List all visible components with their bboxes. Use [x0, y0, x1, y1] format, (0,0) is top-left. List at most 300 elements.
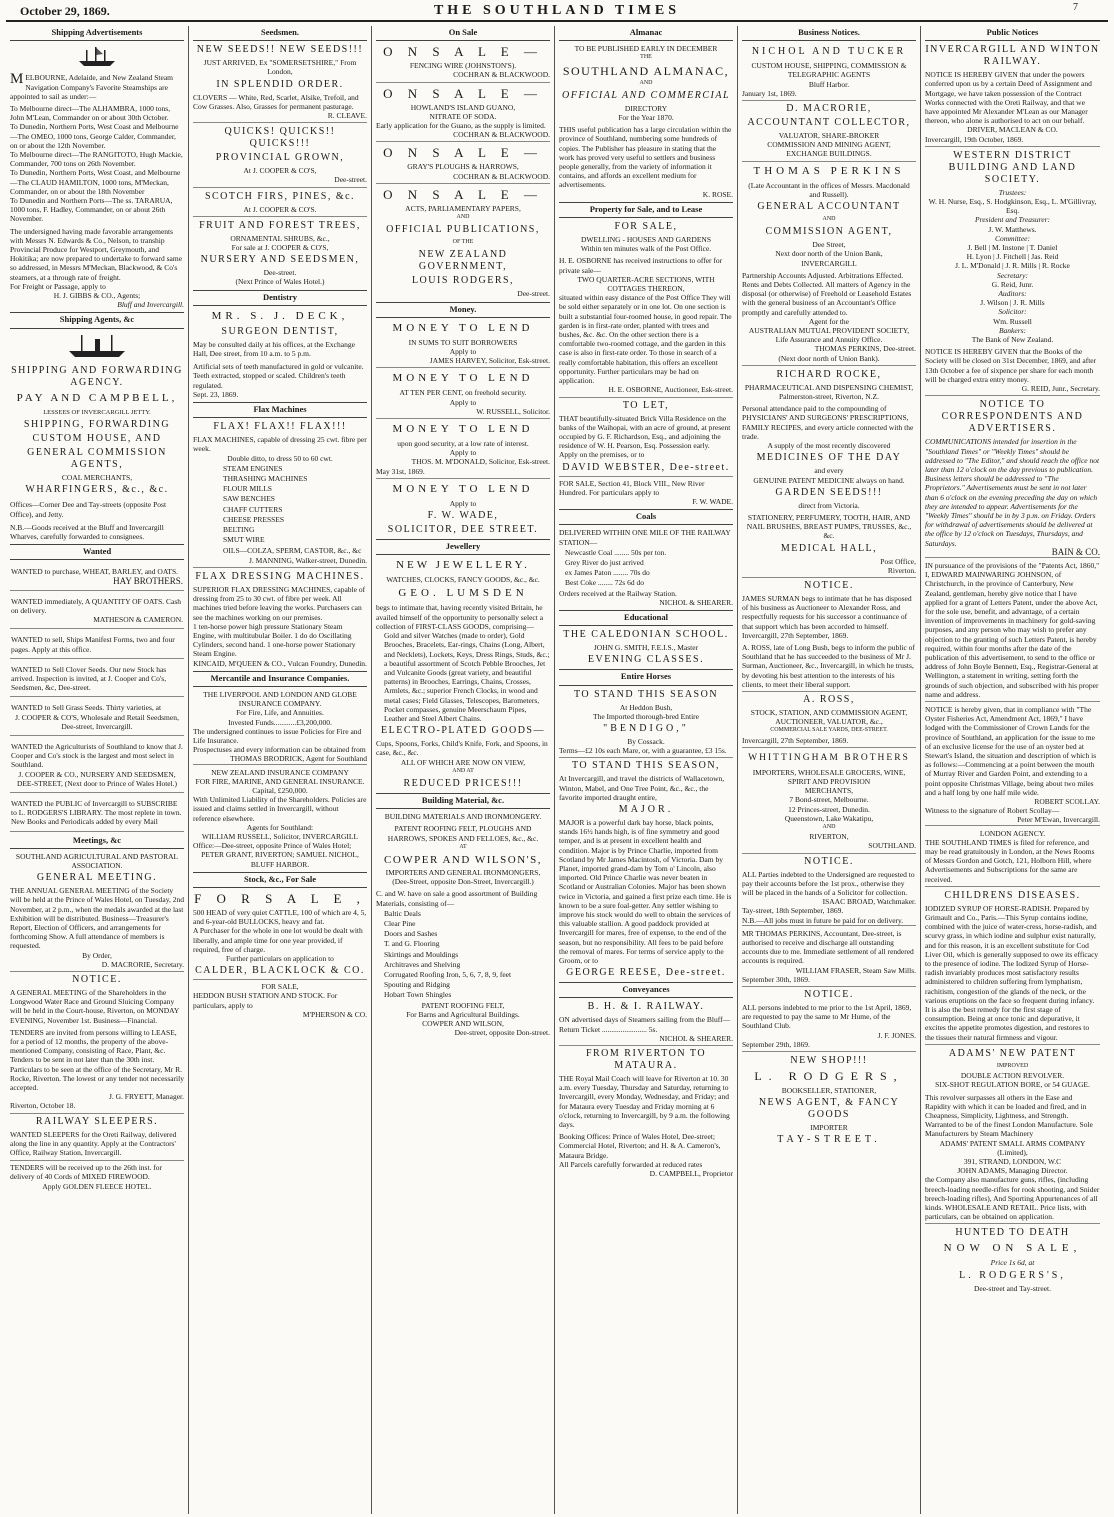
money-to-lend: MONEY TO LEND: [376, 478, 550, 497]
section-header: Shipping Advertisements: [10, 26, 184, 41]
commission-agent: COMMISSION AGENT,: [765, 226, 893, 238]
ad-signature: J. COOPER & CO., NURSERY AND SEEDSMEN, DEE-STREET, (Next door to Prince of Wales Hotel.): [16, 769, 178, 788]
wanted-text: WANTED the PUBLIC of Invercargill to SUBSCRIBE to L. RODGERS'S LIBRARY. The most replete in town. New Books and Periodicals added by every Mail: [11, 798, 182, 827]
ad-signature: HAY BROTHERS.: [113, 575, 183, 586]
news-agent: NEWS AGENT, & FANCY GOODS: [758, 1097, 900, 1121]
arrangement-text: The undersigned having made favorable arrangements with Messrs N. Edwards & Co., Nelson, to tranship Provincial Produce for Westport, Greymouth, and Hokitika; are now prepared to undertake to forward same so addressed, in Messrs M'Meckan, Blackwood, & Co's steamers, at a through rate of freight.: [10, 226, 183, 282]
for-sale-cooper: For sale at J. COOPER & CO'S,: [231, 243, 329, 253]
nichol-shearer: NICHOL & SHEARER.: [659, 597, 733, 607]
machine-item: SMUT WIRE: [223, 535, 265, 545]
artificial-text: Artificial sets of teeth manufactured in gold or vulcanite. Teeth extracted, stopped or scaled. Children's teeth regulated.: [193, 362, 364, 390]
deck-date: Sept. 23, 1869.: [193, 389, 239, 399]
page-number: 7: [1073, 2, 1078, 13]
auctioneer: AUCTIONEER, VALUATOR, &c.,: [775, 717, 883, 727]
macrorie: D. MACRORIE,: [742, 100, 916, 115]
gibbs-agents: H. J. GIBBS & CO., Agents;: [53, 291, 141, 301]
isaac-broad: ISAAC BROAD, Watchmaker.: [822, 897, 916, 907]
section-header: Almanac: [559, 26, 733, 41]
undersigned-text: The undersigned continues to issue Policies for Fire and Life Insurance.: [193, 726, 362, 745]
head-cattle: 500 HEAD of very quiet CATTLE, 100 of which are 4, 5, and 6-year-old BULLOCKS, heavy and fat.: [193, 908, 367, 927]
greid-secretary: G. REID, Junr., Secretary.: [1021, 384, 1100, 394]
cw-address: Dee-street, opposite Don-street.: [454, 1028, 550, 1038]
macrorie-secretary: D. MACRORIE, Secretary.: [101, 959, 184, 969]
double-ditto: Double ditto, to dress 50 to 60 cwt.: [227, 453, 333, 463]
terms: Terms—£2 10s each Mare, or, with a guarantee, £3 15s.: [559, 746, 727, 756]
calder-blacklock: CALDER, BLACKLOCK & CO.: [195, 965, 365, 977]
louis-rodgers: LOUIS RODGERS,: [411, 275, 515, 287]
early-application: Early application for the Guano, as the supply is limited.: [376, 121, 546, 131]
for-sale: FOR SALE,: [614, 221, 678, 233]
new-shop: NEW SHOP!!!: [742, 1051, 916, 1067]
villa-text: THAT beautifully-situated Brick Villa Residence on the banks of the Waihopai, with an acre of ground, at present occupied by G. F. Richardson, Esq., and adjoining the residence of W. H. Pearson, Esq. Possession early.: [559, 413, 731, 451]
grant-nichol: PETER GRANT, RIVERTON; SAMUEL NICHOL, BLUFF HARBOR.: [201, 850, 359, 869]
notice-heading-3: NOTICE.: [742, 986, 916, 1001]
situated-text: situated within easy distance of the Post Office They will be sold either separately or in one lot. On one section is built a substantial four-roomed house, in good repair. The garden is in first-rate order, planted with trees and bushes, &c. &c. On the other section there is a comfortable two-roomed cottage, and the garden in this case is also in first-rate order. To those in search of a really comfortable habitation, this offers an excellent opportunity. Further particulars may be had on application.: [559, 293, 732, 386]
shipping-forwarding: SHIPPING, FORWARDING: [23, 419, 171, 431]
commission-mining: COMMISSION AND MINING AGENT,: [767, 140, 891, 150]
ten-per-cent: AT TEN PER CENT, on freehold security.: [399, 388, 527, 398]
section-header: Stock, &c., For Sale: [193, 872, 367, 888]
major-text: MAJOR is a powerful dark bay horse, black points, stands 16½ hands high, is of fine symmetry and good temper, and is at present in excellent health and condition. Major is by Prince Charlie, imported from Scotland by Mr James Macintosh, of Victoria. Dam by Planet, imported grand-dam by Tom o' Lincoln, also imported. Old Prince Charlie was never beaten in Scotland or Australian Colonies. Major has been shown twice in Victoria, and gained a first prize each time. He is known to be a sure foal-getter. Any settler wishing to improve his stock would do well to obtain the services of this valuable stallion. A good paddock provided at Invercargill for mares, free of expense, to the end of the season, but no responsibility. All fees to be paid before the removal of mares. For terms of service apply to the Groom, or to: [559, 817, 732, 966]
quicks: QUICKS! QUICKS!! QUICKS!!!: [193, 122, 367, 150]
garden-seeds: GARDEN SEEDS!!!: [775, 486, 883, 498]
robert-scollay: ROBERT SCOLLAY.: [1034, 797, 1100, 807]
william-fraser: WILLIAM FRASER, Steam Saw Mills.: [795, 965, 916, 975]
flax-heading: FLAX! FLAX!! FLAX!!!: [213, 421, 347, 433]
section-header: Shipping Agents, &c: [10, 312, 184, 328]
acts-papers: ACTS, PARLIAMENTARY PAPERS,: [405, 203, 521, 213]
watches-clocks: WATCHES, CLOCKS, FANCY GOODS, &c., &c.: [386, 575, 540, 585]
committee-label: Committee:: [995, 233, 1030, 243]
wanted-text: WANTED the Agriculturists of Southland to know that J. Cooper and Co's stock is the largest and most select in Southland.: [11, 741, 183, 770]
caledonian-school: THE CALEDONIAN SCHOOL.: [563, 629, 729, 641]
childrens-diseases: CHILDRENS DISEASES.: [925, 886, 1100, 902]
nz-insurance: NEW ZEALAND INSURANCE COMPANY: [193, 764, 367, 777]
machine-item: OILS—COLZA, SPERM, CASTOR, &c., &c: [223, 545, 362, 555]
section-header: Property for Sale, and to Lease: [559, 202, 733, 218]
cw-signature: COWPER AND WILSON,: [422, 1019, 504, 1028]
auditors-label: Auditors:: [998, 289, 1027, 299]
machine-item: THRASHING MACHINES: [223, 474, 308, 484]
machine-item: BELTING: [223, 525, 255, 535]
sleepers-text: WANTED SLEEPERS for the Oreti Railway, delivered along the line in any quantity. Apply at the Contractors' Office, Railway Station, Invercargill.: [10, 1129, 177, 1158]
committee-row: J. Bell | M. Instone | T. Daniel: [967, 243, 1058, 253]
sailing-2: To Dunedin, Northern Ports, West Coast and Melbourne—The OMEO, 1000 tons, George Calder, Commander, on or about the 12th November.: [10, 122, 179, 150]
dee-tay-street: Dee-street and Tay-street.: [973, 1283, 1051, 1293]
surgeon-dentist: SURGEON DENTIST,: [221, 325, 339, 337]
bookseller: BOOKSELLER, STATIONER,: [781, 1086, 877, 1096]
apply-to: Apply to: [449, 347, 477, 357]
perkins-signature: THOMAS PERKINS, Dee-street.: [814, 344, 916, 354]
reduced-prices: REDUCED PRICES!!!: [403, 777, 523, 789]
sept30-date: September 30th, 1869.: [742, 974, 810, 984]
wanted-ad: [10, 563, 184, 590]
the-text: THE: [640, 54, 652, 61]
fruit-trees: FRUIT AND FOREST TREES,: [193, 216, 367, 232]
section-header: Flax Machines: [193, 402, 367, 418]
cw-text: C. and W. have on sale a good assortment of Building Materials, consisting of—: [376, 889, 538, 908]
scotch-firs: SCOTCH FIRS, PINES, &c.: [193, 187, 367, 203]
major-name: MAJOR.: [618, 803, 674, 815]
flax-dressing: FLAX DRESSING MACHINES.: [193, 567, 367, 583]
fire-life: For Fire, Life, and Annuities.: [236, 708, 324, 718]
genuine-patent: GENUINE PATENT MEDICINE always on hand.: [753, 475, 905, 485]
strand: 391, STRAND, LONDON, W.C: [963, 1156, 1062, 1166]
richard-rocke: RICHARD ROCKE,: [742, 365, 916, 381]
engines-text: 1 ten-horse power high pressure Stationary Steam Engine, with multitubular Boiler. 1 do do Oscillating Cylinders, second hand. 1 one-horse power Stationary Steam Engine.: [193, 621, 356, 659]
cochran-blackwood: COCHRAN & BLACKWOOD.: [453, 171, 550, 181]
winton-railway: INVERCARGILL AND WINTON RAILWAY.: [925, 44, 1100, 68]
accounts-text: Partnership Accounts Adjusted. Arbitrations Effected. Rents and Debts Collected. All matters of Agency in the disposal (or otherwise) of Freehold or Leasehold Estates with the general business of an Accountant's Office promptly and carefully attended to.: [742, 270, 912, 317]
medicines: MEDICINES OF THE DAY: [756, 452, 902, 464]
and-every: and every: [814, 466, 844, 476]
grays-ploughs: GRAY'S PLOUGHS & HARROWS,: [407, 162, 519, 172]
importers: IMPORTERS AND GENERAL IRONMONGERS,: [385, 867, 541, 877]
bankers-label: Bankers:: [998, 325, 1027, 335]
delivered-text: DELIVERED WITHIN ONE MILE OF THE RAILWAY STATION—: [559, 528, 731, 547]
wanted-text: WANTED to sell, Ships Manifest Forms, two and four pages. Apply at this office.: [11, 635, 175, 654]
on-sale-heading: O N S A L E —: [376, 82, 550, 101]
evening-classes: EVENING CLASSES.: [587, 654, 705, 666]
stock-station: STOCK, STATION, AND COMMISSION AGENT,: [750, 707, 908, 717]
invercargill: INVERCARGILL: [801, 258, 857, 268]
notice-heading: NOTICE.: [10, 971, 184, 986]
jan-date: January 1st, 1869.: [742, 88, 797, 98]
section-header: Public Notices: [925, 26, 1100, 41]
flax-machines: FLAX MACHINES, capable of dressing 25 cwt. fibre per week.: [193, 435, 367, 454]
section-41: FOR SALE, Section 41, Block VIII., New River Hundred. For particulars apply to: [559, 476, 733, 497]
life-assurance: Life Assurance and Annuity Office.: [775, 335, 883, 345]
shrubs: ORNAMENTAL SHRUBS, &c.,: [230, 233, 330, 243]
machine-item: CHEESE PRESSES: [223, 514, 285, 524]
a-ross: A. ROSS,: [742, 691, 916, 706]
wanted-ad: [10, 738, 184, 793]
apply-to: Apply to: [449, 397, 477, 407]
mdonald-solicitor: THOS. M. M'DONALD, Solicitor, Esk-street.: [411, 457, 550, 467]
nichol-shearer: NICHOL & SHEARER.: [659, 1033, 733, 1043]
riverton-mataura: FROM RIVERTON TO MATAURA.: [559, 1045, 733, 1072]
western-district: WESTERN DISTRICT BUILDING AND LAND SOCIETY.: [925, 146, 1100, 186]
post-office: Post Office,: [880, 556, 916, 566]
committee-row: J. L. M'Donald | J. R. Mills | R. Rocke: [955, 261, 1070, 271]
trustees-label: Trustees:: [998, 187, 1027, 197]
london-text: THE SOUTHLAND TIMES is filed for reference, and may be read gratuitously in London, at the News Rooms of Messrs Gordon and Gotch, 121, Holborn Hill, where Advertisements and Subscriptions for the same are received.: [925, 837, 1095, 884]
column-6: [921, 26, 1104, 1514]
president-label: President and Treasurer:: [975, 215, 1050, 225]
nichol-tucker: NICHOL AND TUCKER: [751, 46, 907, 58]
mpherson: M'PHERSON & CO.: [302, 1009, 367, 1019]
material-item: Clear Pine: [384, 918, 416, 928]
sept29-date: September 29th, 1869.: [742, 1039, 810, 1049]
purchaser-text: A Purchaser for the whole in one lot would be dealt with liberally, and ample time for one year provided, if required, free of charge.: [193, 926, 363, 954]
dee-street: Dee Street,: [812, 240, 846, 250]
cowper-wilson: COWPER AND WILSON'S,: [384, 853, 542, 866]
surman-text: JAMES SURMAN begs to intimate that he has disposed of his business as Auctioneer to Alexander Ross, and respectfully requests for his successor a continuance of that support which has been accorded to himself.: [742, 593, 912, 631]
and-text: AND: [822, 823, 836, 830]
on-sale-heading: O N S A L E —: [376, 183, 550, 202]
next-union-bank-2: (Next door north of Union Bank).: [778, 353, 880, 363]
material-item: Spouting and Ridging: [384, 980, 450, 990]
machine-item: STEAM ENGINES: [223, 463, 283, 473]
gibbs-location: Bluff and Invercargill.: [117, 300, 184, 310]
patent-roofing: PATENT ROOFING FELT, PLOUGHS AND HARROWS, SPOKES AND FELLOES, &c., &c.: [387, 824, 539, 843]
section-header: Meetings, &c: [10, 834, 184, 849]
money-to-lend: MONEY TO LEND: [376, 367, 550, 386]
meeting-text: THE ANNUAL GENERAL MEETING of the Society will be held at the Prince of Wales Hotel, on Tuesday, 2nd November, at 2 p.m., when the medals awarded at the last Exhibition will be distributed. Business—Treasurer's Report, Election of Officers, and arrangements for forthcoming Show. A full attendance of members is requested.: [10, 886, 184, 951]
coal-price: ex James Paton ........ 70s do: [565, 568, 650, 578]
ship-icon: [10, 45, 184, 69]
tay-street: TAY-STREET.: [777, 1134, 881, 1146]
dee-street: Dee-street.: [517, 289, 550, 299]
russell-solicitor: W. RUSSELL, Solicitor.: [476, 406, 550, 416]
wade-solicitor: SOLICITOR, DEE STREET.: [387, 524, 539, 536]
section-header: Jewellery: [376, 539, 550, 555]
advertised-days: ON advertised days of Steamers sailing from the Bluff—: [559, 1015, 731, 1025]
and-at: AND AT: [452, 767, 474, 774]
bhi-railway: B. H. & I. RAILWAY.: [587, 1001, 705, 1013]
manning-signature: J. MANNING, Walker-street, Dunedin.: [248, 555, 367, 565]
brodrick-agent: THOMAS BRODRICK, Agent for Southland: [230, 754, 367, 764]
deck-name: MR. S. J. DECK,: [211, 309, 349, 322]
nb-jobs: N.B.—All jobs must in future be paid for on delivery.: [742, 915, 904, 925]
material-item: Corrugated Roofing Iron, 5, 6, 7, 8, 9, feet: [384, 969, 512, 979]
railway-text: NOTICE IS HEREBY GIVEN that under the powers conferred upon us by a certain Deed of Assignment and Mortgage, we have taken possession of the Contract Works connected with the Oreti Railway, and that we have appointed Mr Alexander M'Lean as our Manager thereon, who alone is authorised to act on our behalf.: [925, 70, 1092, 126]
sailing-3: To Melbourne direct—The RANGITOTO, Hugh Mackie, Commander, 700 tons on 26th November.: [10, 150, 183, 169]
apply-to: Apply to: [449, 498, 477, 508]
return-ticket: Return Ticket ........................ 5s.: [559, 1024, 658, 1034]
clovers-text: CLOVERS — White, Red, Scarlet, Alsike, Trefoil, and Cow Grasses. Also, Grasses for permanent pasturage.: [193, 92, 359, 111]
l-rodgers-shop: L. RODGERS'S,: [959, 1269, 1066, 1281]
superior-text: SUPERIOR FLAX DRESSING MACHINES, capable of dressing from 25 to 30 cwt. of fibre per week. All machines tried before leaving the works. Purchasers can see the machines working on our premises.: [193, 584, 366, 622]
wade-name: F. W. WADE,: [427, 510, 499, 522]
fryett-manager: J. G. FRYETT, Manager.: [108, 1092, 184, 1102]
further-particulars: Further particulars on application to: [226, 954, 334, 964]
mail-coach: THE Royal Mail Coach will leave for Riverton at 10. 30 a.m. every Tuesday, Thursday and Saturday, returning to Invercargill, every Monday, Wednesday, and Friday; and for Mataura every Tuesday and Friday morning at 6 o'clock, returning to Invercargill, by 9 a.m. the following days.: [559, 1074, 730, 1130]
column-4: [555, 26, 738, 1514]
patent-felt: PATENT ROOFING FELT,: [421, 1000, 505, 1010]
on-sale-heading: O N S A L E —: [376, 141, 550, 160]
dwelling-houses: DWELLING - HOUSES AND GARDENS: [581, 235, 711, 245]
inv-date: Invercargill, 27th September, 1869.: [742, 630, 849, 640]
material-item: Architraves and Shelving: [384, 959, 461, 969]
just-arrived: JUST ARRIVED, Ex "SOMERSETSHIRE," From London,: [203, 58, 357, 77]
merchants: MERCHANTS,: [804, 786, 854, 796]
witness: Witness to the signature of Robert Scollay—: [925, 806, 1060, 816]
matthews: J. W. Matthews.: [988, 224, 1037, 234]
wharfingers: WHARFINGERS, &c., &c.: [25, 484, 169, 496]
section-header: Coals: [559, 509, 733, 525]
money-to-lend: MONEY TO LEND: [376, 418, 550, 437]
nitrate: NITRATE OF SODA.: [429, 111, 497, 121]
direct-victoria: direct from Victoria.: [798, 500, 860, 510]
column-1: [6, 26, 189, 1514]
building-materials: BUILDING MATERIALS AND IRONMONGERY.: [384, 812, 542, 822]
and-text: AND: [639, 79, 653, 86]
lumsden-name: GEO. LUMSDEN: [398, 587, 528, 600]
section-header: Seedsmen.: [193, 26, 367, 41]
section-header: Wanted: [10, 544, 184, 560]
notice-correspondents: NOTICE TO CORRESPONDENTS AND ADVERTISERS.: [925, 395, 1100, 435]
southland: SOUTHLAND.: [868, 841, 916, 851]
association-name: SOUTHLAND AGRICULTURAL AND PASTORAL ASSOCIATION.: [15, 851, 179, 870]
machine-item: CHAFF CUTTERS: [223, 504, 283, 514]
upon-security: upon good security, at a low rate of interest.: [397, 439, 529, 449]
valuator: VALUATOR, SHARE-BROKER: [778, 131, 880, 141]
heddon-text: HEDDON BUSH STATION AND STOCK. For particulars, apply to: [193, 991, 338, 1010]
general-commission: GENERAL COMMISSION AGENTS,: [27, 447, 167, 471]
by-cossack: By Cossack.: [627, 736, 665, 746]
jones: J. F. JONES.: [877, 1030, 916, 1040]
travel-text: At Invercargill, and travel the districts of Wallacetown, Winton, Mabel, and One Tree Point, &c., &c., the favorite imported draught entire,: [559, 774, 725, 802]
auditors: J. Wilson | J. R. Mills: [980, 298, 1045, 308]
sailing-1: To Melbourne direct—The ALHAMBRA, 1000 tons, John M'Lean, Commander on or about 30th October.: [10, 104, 171, 123]
steamship-icon: [10, 333, 184, 361]
g-reid: G. Reid, Junr.: [991, 279, 1034, 289]
now-on-sale: NOW ON SALE,: [943, 1242, 1082, 1255]
freight-text: For Freight or Passage, apply to: [10, 281, 106, 291]
wanted-ad: [10, 699, 184, 736]
inv19-date: Invercargill, 19th October, 1869.: [925, 134, 1024, 144]
ad-signature: J. COOPER & CO'S, Wholesale and Retail Seedsmen, Dee-street, Invercargill.: [15, 712, 179, 731]
southland-almanac: SOUTHLAND ALMANAC,: [562, 63, 730, 78]
column-3: [372, 26, 555, 1514]
riverton-2: RIVERTON,: [809, 832, 849, 842]
new-seeds: NEW SEEDS!! NEW SEEDS!!!: [196, 44, 364, 56]
wanted-ad: [10, 593, 184, 630]
solicitor-label: Solicitor:: [998, 307, 1027, 317]
cleave-signature: R. CLEAVE.: [327, 111, 367, 121]
in-sums: IN SUMS TO SUIT BORROWERS: [408, 337, 518, 347]
notice-heading-2: NOTICE.: [742, 853, 916, 868]
perkins-notice: MR THOMAS PERKINS, Accountant, Dee-street, is authorised to receive and discharge all outstanding accounts due to me. Immediate settlement of all rendered accounts is required.: [742, 925, 916, 966]
oyster-notice: NOTICE is hereby given, that in compliance with "The Oyster Fisheries Act, Amendment Act, 1869," I have lodged with the Commissioner of Crown Lands for the province of Southland, an application for the issue to me of an exclusive license for the use of an oyster bed at Stewart's Island, the situation and description of which is as follows:—Commencing at a point between the mouth of Murray River and Garden Point, and extending to a point opposite Christmas Village, being about two miles and a half long by one half mile wide.: [925, 701, 1100, 797]
wm-russell: Wm. Russell: [993, 316, 1032, 326]
dee-street-address: (Dee-Street, opposite Don-Street, Invercargill.): [392, 877, 534, 887]
material-item: Skirtings and Mouldings: [384, 949, 459, 959]
section-header: Building Material, &c.: [376, 793, 550, 809]
on-sale-heading: O N S A L E —: [383, 44, 543, 60]
general-accountant: GENERAL ACCOUNTANT: [757, 201, 901, 213]
price: Price 1s 6d, at: [990, 1258, 1035, 1268]
cochran-blackwood: COCHRAN & BLACKWOOD.: [453, 130, 550, 140]
trustees-names: W. H. Nurse, Esq., S. Hodgkinson, Esq., L. M'Gillivray, Esq.: [928, 197, 1097, 216]
importers-grocers: IMPORTERS, WHOLESALE GROCERS, WINE, SPIRIT AND PROVISION: [752, 767, 906, 786]
at-text: AT: [459, 843, 467, 850]
section-header: On Sale: [376, 26, 550, 41]
nb-goods: N.B.—Goods received at the Bluff and Invercargill Wharves, carefully forwarded to consignees.: [10, 522, 164, 541]
fw-wade: F. W. WADE.: [692, 496, 733, 506]
amp-society: AUSTRALIAN MUTUAL PROVIDENT SOCIETY,: [748, 326, 910, 336]
general-meeting: GENERAL MEETING.: [36, 872, 158, 884]
improved: IMPROVED: [996, 1062, 1029, 1069]
notice-text: A GENERAL MEETING of the Shareholders in the Longwood Water Race and Ground Sluicing Company will be held in the Court-house, Riverton, on MONDAY EVENING, November 1st. Business—Financial.: [10, 988, 180, 1025]
masthead: [6, 0, 1108, 22]
rifles-text: the Company also manufacture guns, rifles, (including breech-loading needle-rifles for rook shooting, and Snider breech-loading rifles), And Sporting Appurtenances of all kinds. WHOLESALE AND RETAIL. Price lists, with particulars, can be obtained on application.: [925, 1175, 1100, 1222]
notice-heading: NOTICE.: [742, 577, 916, 592]
railway-sleepers: RAILWAY SLEEPERS.: [10, 1113, 184, 1128]
electro-plated: ELECTRO-PLATED GOODS—: [381, 725, 545, 737]
bluff-harbor: Bluff Harbor.: [808, 79, 850, 89]
bond-street: 7 Bond-street, Melbourne.: [789, 795, 869, 805]
by-order: By Order,: [82, 950, 112, 960]
iodized-syrup: IODIZED SYRUP OF HORSE-RADISH. Prepared by Grimault and Co., Paris.—This Syrup contains iodine, combined with the juice of water-cress, horse-radish, and scurvy grass, in which iodine and sulphur exist naturally, and for this reason, it is an excellent substitute for Cod Liver Oil, which is generally supposed to owe its efficacy to the presence of iodine. The Iodized Syrup of Horse-radish invariably produces most satisfactory results administered to children suffering from lymphatism, rachitism, congestion of the glands of the neck, or the various eruptions on the face so frequent during infancy. It is also the best remedy for the first stage of consumption. Being at once tonic and depurative, it excites the appetite promotes digestion, and restores to the tissues their natural firmness and vigour.: [925, 903, 1099, 1042]
inv-date-2: Invercargill, 27th September, 1869.: [742, 735, 849, 745]
bain-co: BAIN & CO.: [1051, 546, 1100, 557]
machine-item: SAW BENCHES: [223, 494, 275, 504]
nursery-seedsmen: NURSERY AND SEEDSMEN,: [200, 254, 360, 266]
dee-street: Dee-street.: [334, 175, 367, 185]
apply-to: Apply to: [449, 448, 477, 458]
two-quarter: TWO QUARTER-ACRE SECTIONS, WITH COTTAGES THEREON,: [577, 274, 715, 294]
directory: DIRECTORY: [624, 103, 668, 113]
prospectuses-text: Prospectuses and every information can be obtained from: [193, 745, 366, 755]
section-header: Entire Horses: [559, 669, 733, 685]
material-item: Doors and Sashes: [384, 929, 438, 939]
unlimited-text: With Unlimited Liability of the Shareholders. Policies are issued and claims settled in Invercargill, without reference elsewhere.: [193, 795, 367, 823]
money-to-lend: MONEY TO LEND: [392, 321, 534, 334]
wanted-text: WANTED to Sell Clover Seeds. Our new Stock has arrived. Inspection is invited, at J. Cooper and Co's, Seedsmen, &c, Dee-street.: [11, 664, 167, 693]
fire-marine: FOR FIRE, MARINE, AND GENERAL INSURANCE.: [195, 776, 365, 786]
osborne-text: H. E. OSBORNE has received instructions to offer for private sale—: [559, 256, 723, 275]
may-date: May 31st, 1869.: [376, 466, 425, 476]
material-item: T. and G. Flooring: [384, 939, 440, 949]
wanted-text: WANTED to Sell Grass Seeds. Thirty varieties, at: [11, 703, 162, 713]
medical-hall: MEDICAL HALL,: [780, 542, 878, 554]
tay-date: Tay-street, 18th September, 1869.: [742, 906, 844, 916]
lumsden-text: begs to intimate that, having recently visited Britain, he availed himself of the opportunity to personally select a collection of FIRST-CLASS GOODS, comprising—: [376, 603, 544, 631]
office-text: Office:—Dee-street, opposite Prince of Wales Hotel;: [193, 841, 352, 851]
cochran-blackwood: COCHRAN & BLACKWOOD.: [453, 70, 550, 80]
orders-text: Orders received at the Railway Station.: [559, 588, 677, 598]
coal-merchants: COAL MERCHANTS,: [61, 473, 133, 483]
ross-text: A. ROSS, late of Long Bush, begs to inform the public of Southland that he has succeeded to the business of Mr J. Surman, Auctioneer, &c., Invercargill, in which he trusts, by devoting his best attention to the interests of his clients, to meet their liberal support.: [742, 642, 915, 689]
within-ten: Within ten minutes walk of the Post Office.: [580, 244, 712, 254]
firewood-tenders: TENDERS will be received up to the 26th inst. for delivery of 40 Cords of MIXED FIREWOOD.: [10, 1160, 184, 1181]
issue-date: October 29, 1869.: [20, 4, 110, 18]
section-header: Dentistry: [193, 290, 367, 306]
wanted-text: WANTED to purchase, WHEAT, BARLEY, and OATS.: [11, 567, 179, 577]
next-prince: (Next Prince of Wales Hotel.): [235, 277, 325, 287]
invested-funds: Invested Funds............£3,200,000.: [228, 717, 332, 727]
rose-signature: K. ROSE.: [702, 189, 733, 199]
exchange-buildings: EXCHANGE BUILDINGS.: [786, 149, 872, 159]
golden-fleece: Apply GOLDEN FLEECE HOTEL.: [42, 1181, 152, 1191]
section-header: Money.: [376, 302, 550, 318]
imported-entire: The Imported thorough-bred Entire: [592, 711, 699, 721]
all-parties: ALL Parties indebted to the Undersigned are requested to pay their accounts before the 1st prox., otherwise they will be placed in the hands of a Solicitor for collection.: [742, 869, 915, 897]
queenstown: Queenstown, Lake Wakatipu,: [784, 813, 874, 823]
agent-for: Agent for the: [809, 316, 849, 326]
column-2: [189, 26, 372, 1514]
provincial-grown: PROVINCIAL GROWN,: [215, 152, 345, 164]
wanted-text: WANTED immediately, A QUANTITY OF OATS. Cash on delivery.: [11, 596, 182, 615]
committee-row: H. Lyon | J. Fitchell | Jas. Reid: [966, 252, 1059, 262]
adams-company: ADAMS' PATENT SMALL ARMS COMPANY (Limited),: [939, 1138, 1086, 1157]
and-text: AND: [822, 216, 836, 223]
pharmaceutical: PHARMACEUTICAL AND DISPENSING CHEMIST,: [744, 382, 914, 392]
of-the: OF THE: [452, 239, 474, 246]
new-jewellery: NEW JEWELLERY.: [396, 559, 530, 572]
thomas-perkins: THOMAS PERKINS: [742, 161, 916, 179]
princes-street: 12 Princes-street, Dunedin.: [788, 804, 870, 814]
year-1870: For the Year 1870.: [618, 113, 674, 123]
stationery: STATIONERY, PERFUMERY, TOOTH, HAIR, AND NAIL BRUSHES, BREAST PUMPS, TRUSSES, &c., &c.: [746, 512, 912, 541]
machine-item: FLOUR MILLS: [223, 484, 272, 494]
sailing-5: To Dunedin and Northern Ports—The ss. TARARUA, 1000 tons, F. Hadley, Commander, on or about 26th November.: [10, 196, 173, 224]
adams-text: This revolver surpasses all others in the Ease and Rapidity with which it can be loaded and fired, and in Cheapness, Simplicity, Lightness, and Strength. Warranted to be of the finest London Manufacture. Sole Manufacturers by Steam Machinery: [925, 1092, 1093, 1139]
adams-patent: ADAMS' NEW PATENT: [925, 1044, 1100, 1060]
tenders-text: TENDERS are invited from persons willing to LEASE, for a period of 12 months, the property of the above-mentioned Company, consisting of Race, Plant, &c. Tenders to be sent in not later than the 30th inst. Particulars to be seen at the office of the Secretary, Mr R. Rocke, Riverton. The lowest or any tender not necessarily accepted.: [10, 1027, 184, 1093]
